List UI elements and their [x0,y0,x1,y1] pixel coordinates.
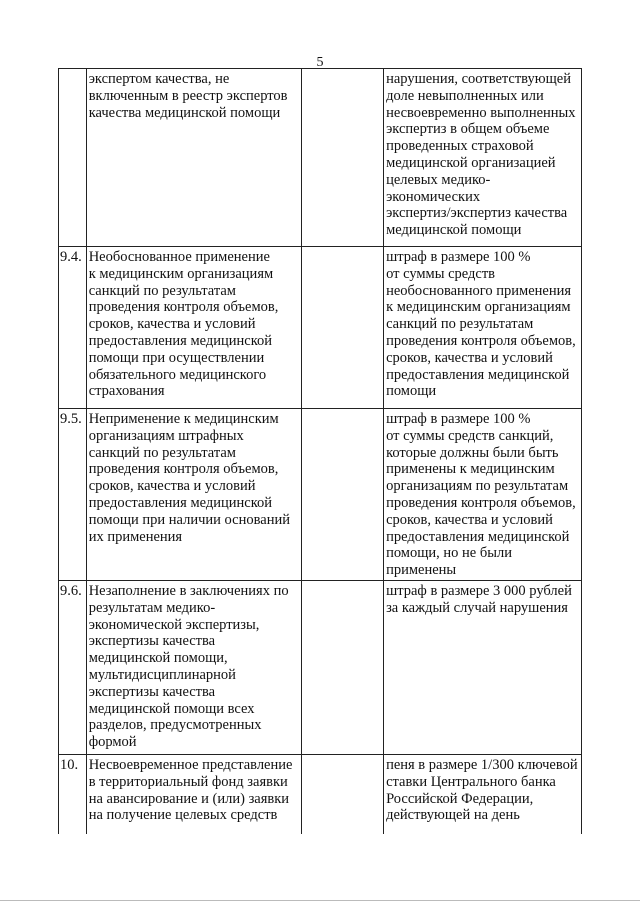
row-number-cell [59,69,87,247]
violation-cell [86,409,301,581]
penalty-cell [384,409,582,581]
penalty-text: штраф в размере 3 000 рублей за каждый случай нарушения [386,583,572,616]
violation-cell [86,69,301,247]
penalty-cell [384,69,582,247]
penalty-text: пеня в размере 1/300 ключевой ставки Центрального банка Российской Федерации, действующей на день [386,757,578,824]
table-row [59,247,582,409]
table-row [59,755,582,835]
violation-text: Несвоевременное представление в территориальный фонд заявки на авансирование и (или) заявки на получение целевых средств [88,757,293,824]
row-number-cell: 9.4. [59,247,87,409]
row-number-cell: 9.5. [59,409,87,581]
empty-cell [302,69,384,247]
table-row [59,581,582,755]
table-row [59,69,582,247]
page-number: 5 [316,55,324,70]
page-bottom-edge [0,900,640,901]
penalty-cell [384,247,582,409]
table-row [59,409,582,581]
violation-cell [86,755,301,835]
violation-cell [86,247,301,409]
violation-text: экспертом качества, не включенным в реестр экспертов качества медицинской помощи [88,71,288,121]
violation-cell [86,581,301,755]
violation-text: Неприменение к медицинским организациям штрафных санкций по результатам проведения контроля объемов, сроков, качества и условий предоставления медицинской помощи при наличии оснований их применения [88,411,290,545]
penalty-text: нарушения, соответствующей доле невыполненных или несвоевременно выполненных экспертиз в общем объеме проведенных страховой медицинской организацией целевых медико- экономических экспертиз/экспертиз качества медицинской помощи [386,71,576,239]
empty-cell [302,409,384,581]
penalty-cell [384,581,582,755]
row-number-cell: 10. [59,755,87,835]
penalty-cell [384,755,582,835]
empty-cell [302,581,384,755]
empty-cell [302,755,384,835]
violation-text: Незаполнение в заключениях по результатам медико- экономической экспертизы, экспертизы качества медицинской помощи, мультидисциплинарной экспертизы качества медицинской помощи всех разделов, предусмотренных формой [88,583,289,751]
penalty-text: штраф в размере 100 % от суммы средств необоснованного применения к медицинским организациям санкций по результатам проведения контроля объемов, сроков, качества и условий предоставления медицинской помощи [386,249,576,400]
penalty-table [58,68,582,834]
penalty-text: штраф в размере 100 % от суммы средств санкций, которые должны были быть применены к медицинским организациям по результатам проведения контроля объемов, сроков, качества и условий предоставления медицинской помощи, но не были применены [386,411,576,579]
empty-cell [302,247,384,409]
row-number-cell: 9.6. [59,581,87,755]
violation-text: Необоснованное применение к медицинским организациям санкций по результатам проведения контроля объемов, сроков, качества и условий предоставления медицинской помощи при осуществлении обязательного медицинского страхования [88,249,279,400]
